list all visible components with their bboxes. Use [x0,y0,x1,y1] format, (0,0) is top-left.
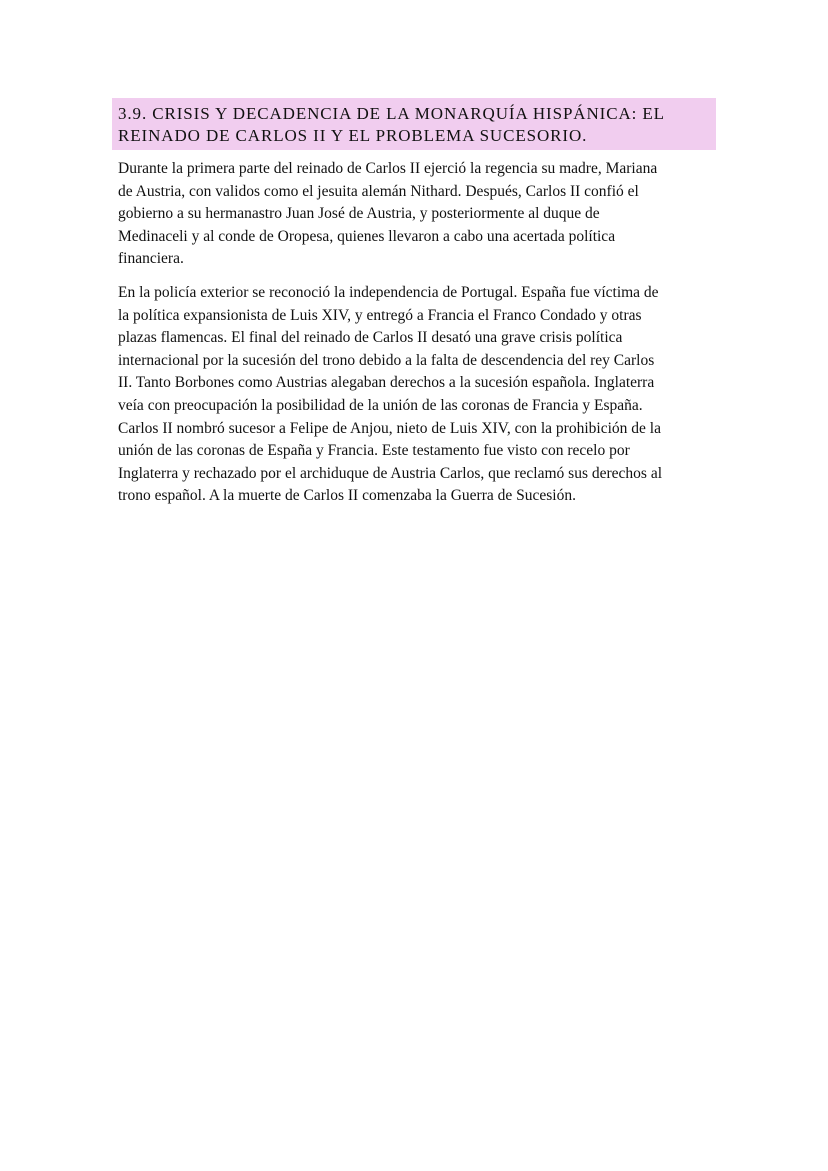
paragraph-line: Carlos II nombró sucesor a Felipe de Anjou, nieto de Luis XIV, con la prohibición de la [118,419,661,437]
paragraph-line: II. Tanto Borbones como Austrias alegaban derechos a la sucesión española. Inglaterra [118,374,655,392]
paragraph-line: veía con preocupación la posibilidad de la unión de las coronas de Francia y España. [118,396,643,414]
paragraph-line: Durante la primera parte del reinado de Carlos II ejerció la regencia su madre, Mariana [118,160,658,177]
paragraph-line: gobierno a su hermanastro Juan José de Austria, y posteriormente al duque de [118,205,600,223]
paragraph-line: plazas flamencas. El final del reinado de Carlos II desató una grave crisis política [118,329,623,347]
paragraph-regency [118,158,718,271]
heading-line: REINADO DE CARLOS II Y EL PROBLEMA SUCESORIO. [118,126,588,145]
paragraph-line: Medinaceli y al conde de Oropesa, quienes llevaron a cabo una acertada política [118,227,616,245]
paragraph-line: la política expansionista de Luis XIV, y entregó a Francia el Franco Condado y otras [118,306,642,324]
paragraph-foreign-policy [118,282,718,508]
paragraph-line: de Austria, con validos como el jesuita alemán Nithard. Después, Carlos II confió el [118,182,639,200]
paragraph-line: Inglaterra y rechazado por el archiduque de Austria Carlos, que reclamó sus derechos al [118,464,662,482]
paragraph-line: trono español. A la muerte de Carlos II comenzaba la Guerra de Sucesión. [118,487,576,505]
section-heading [112,98,716,150]
paragraph-line: unión de las coronas de España y Francia. Este testamento fue visto con recelo por [118,442,630,460]
heading-line: 3.9. CRISIS Y DECADENCIA DE LA MONARQUÍA HISPÁNICA: EL [118,104,665,123]
paragraph-line: financiera. [118,250,184,268]
paragraph-line: En la policía exterior se reconoció la independencia de Portugal. España fue víctima de [118,284,659,301]
paragraph-line: internacional por la sucesión del trono debido a la falta de descendencia del rey Carlos [118,351,655,369]
